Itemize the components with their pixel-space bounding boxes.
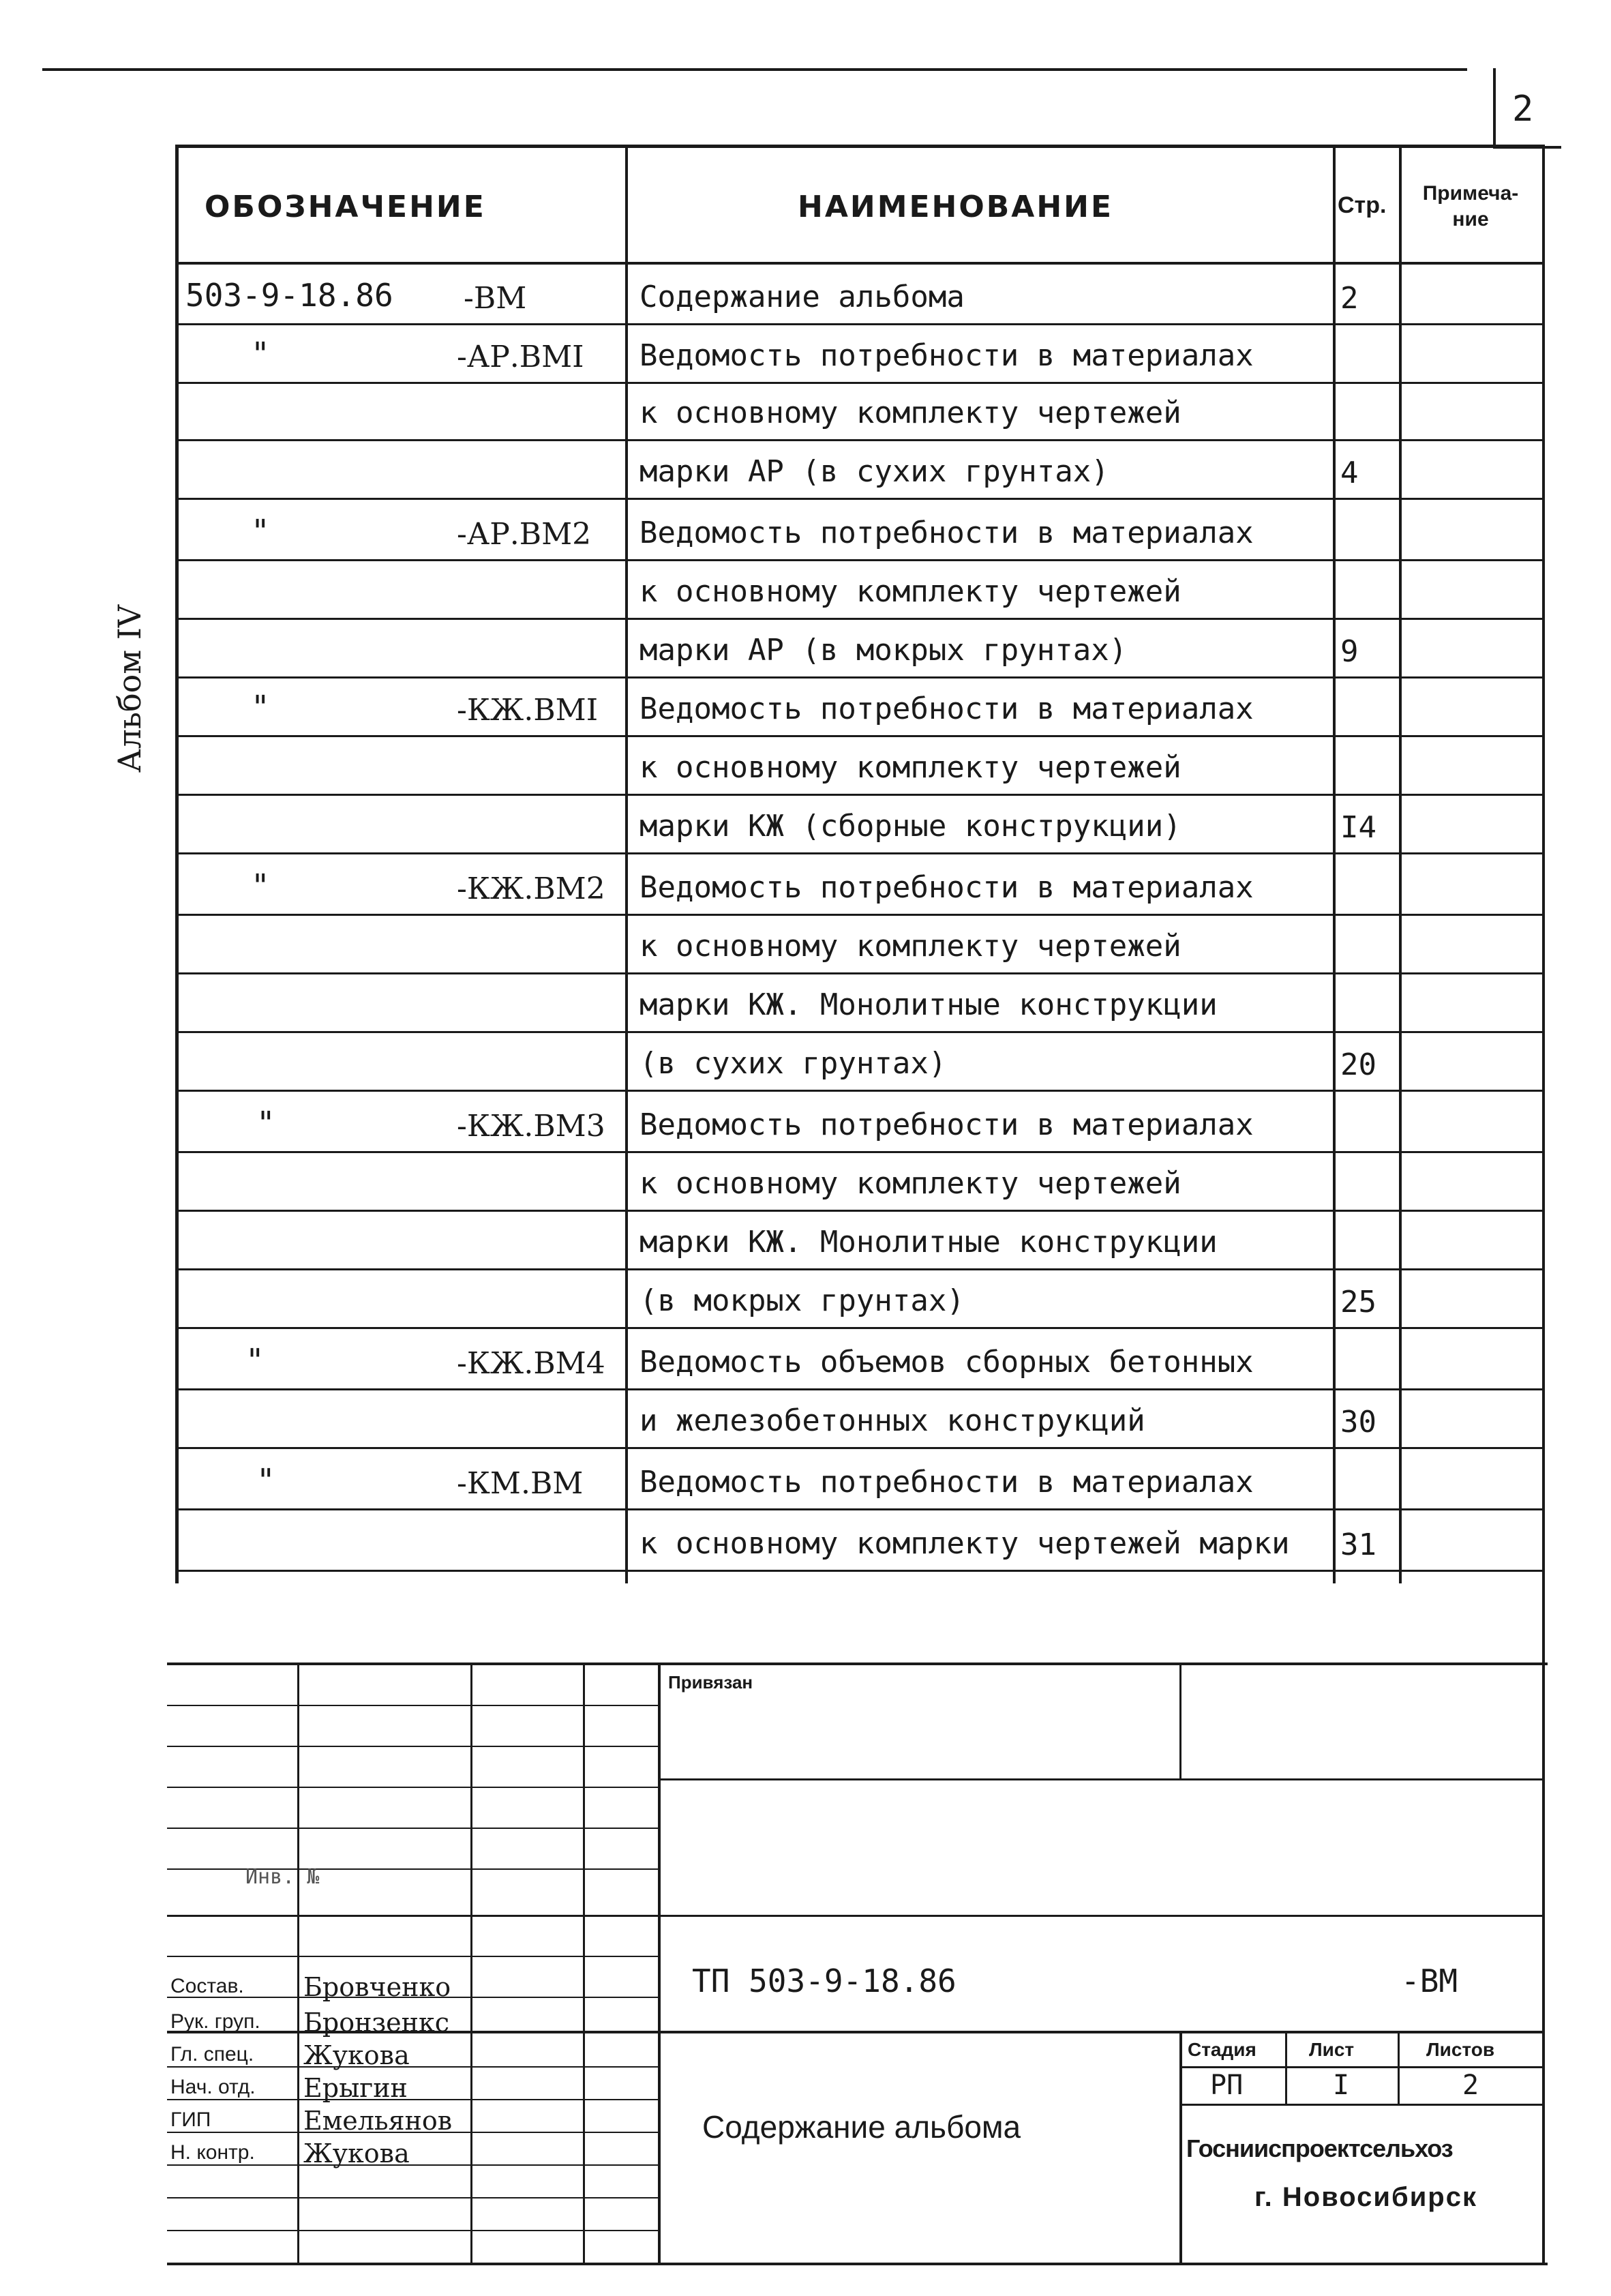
row-prefix: " bbox=[251, 867, 270, 904]
signer-name: Бровченко bbox=[303, 1972, 451, 2002]
row-prefix: " bbox=[251, 689, 270, 726]
header-name: НАИМЕНОВАНИЕ bbox=[798, 190, 1114, 224]
row-code: -ВМ bbox=[464, 281, 527, 316]
signer-name: Ерыгин bbox=[303, 2073, 408, 2103]
tb-sig-h7 bbox=[167, 1956, 658, 1957]
row-separator bbox=[175, 1151, 1544, 1153]
row-page: 25 bbox=[1340, 1285, 1376, 1320]
tb-stage-v1 bbox=[1285, 2031, 1287, 2104]
signer-name: Жукова bbox=[303, 2138, 410, 2168]
header-page: Стр. bbox=[1338, 192, 1387, 218]
row-separator bbox=[175, 1447, 1544, 1449]
row-name: Ведомость потребности в материалах bbox=[639, 870, 1254, 905]
doc-code: ТП 503-9-18.86 bbox=[692, 1963, 957, 1999]
row-name: к основному комплекту чертежей марки bbox=[639, 1526, 1290, 1561]
signer-name: Емельянов bbox=[303, 2106, 453, 2136]
tb-sig-h15 bbox=[167, 2230, 658, 2231]
signer-role: Н. контр. bbox=[170, 2141, 255, 2164]
row-separator bbox=[175, 1090, 1544, 1092]
row-name: Ведомость потребности в материалах bbox=[639, 1107, 1254, 1142]
table-top-line bbox=[175, 145, 1544, 148]
side-label: Альбом IV bbox=[111, 604, 148, 773]
tb-sig-h5 bbox=[167, 1868, 658, 1870]
row-separator bbox=[175, 1210, 1544, 1212]
sheets-label: Листов bbox=[1426, 2039, 1495, 2060]
signer-name: Жукова bbox=[303, 2040, 410, 2070]
row-page: 9 bbox=[1340, 634, 1359, 669]
tb-priv-bottom bbox=[658, 1778, 1544, 1780]
row-name: Содержание альбома bbox=[639, 280, 965, 314]
row-name: к основному комплекту чертежей bbox=[639, 396, 1181, 430]
inv-label: Инв. № bbox=[245, 1865, 320, 1889]
row-name: Ведомость потребности в материалах bbox=[639, 338, 1254, 373]
row-name: и железобетонных конструкций bbox=[639, 1403, 1145, 1438]
row-separator bbox=[175, 439, 1544, 441]
tb-stage-v2 bbox=[1398, 2031, 1400, 2104]
col-divider-name bbox=[625, 145, 628, 1583]
doc-title: Содержание альбома bbox=[702, 2109, 1021, 2145]
row-page: I4 bbox=[1340, 810, 1376, 845]
row-separator bbox=[175, 559, 1544, 561]
row-page: 20 bbox=[1340, 1047, 1376, 1082]
row-separator bbox=[175, 676, 1544, 679]
row-name: марки КЖ. Монолитные конструкции bbox=[639, 1225, 1218, 1259]
row-prefix: " bbox=[256, 1105, 275, 1142]
signer-role: Рук. груп. bbox=[170, 2010, 260, 2033]
col-divider-page bbox=[1333, 145, 1336, 1583]
tb-sig-h1 bbox=[167, 1705, 658, 1706]
tb-stage-h2 bbox=[1179, 2104, 1544, 2106]
signer-role: Гл. спец. bbox=[170, 2043, 254, 2066]
sheet-value: I bbox=[1333, 2070, 1350, 2101]
row-separator bbox=[175, 498, 1544, 500]
stage-label: Стадия bbox=[1188, 2039, 1256, 2060]
row-name: марки КЖ. Монолитные конструкции bbox=[639, 987, 1218, 1022]
row-name: Ведомость потребности в материалах bbox=[639, 691, 1254, 726]
row-prefix: " bbox=[256, 1462, 275, 1499]
tb-right-line bbox=[1542, 1583, 1545, 2265]
sheet-label: Лист bbox=[1309, 2039, 1355, 2060]
row-name: марки АР (в мокрых грунтах) bbox=[639, 633, 1128, 668]
row-separator bbox=[175, 914, 1544, 916]
tb-sig-h11 bbox=[167, 2099, 658, 2100]
header-note: Примеча-ние bbox=[1422, 182, 1519, 230]
row-page: 31 bbox=[1340, 1527, 1376, 1562]
row-code: -КЖ.ВМI bbox=[457, 693, 599, 728]
page-number: 2 bbox=[1512, 89, 1534, 130]
row-code: -КМ.ВМ bbox=[457, 1466, 584, 1501]
row-separator bbox=[175, 1388, 1544, 1390]
row-code: -АР.ВМI bbox=[457, 340, 584, 374]
row-separator bbox=[175, 972, 1544, 974]
tb-stage-h1 bbox=[1179, 2066, 1544, 2068]
row-prefix: " bbox=[245, 1342, 265, 1379]
row-name: к основному комплекту чертежей bbox=[639, 929, 1181, 964]
row-name: марки КЖ (сборные конструкции) bbox=[639, 809, 1181, 844]
row-name: к основному комплекту чертежей bbox=[639, 574, 1181, 609]
row-separator bbox=[175, 735, 1544, 737]
table-right-line bbox=[1542, 145, 1545, 1583]
row-name: марки АР (в сухих грунтах) bbox=[639, 454, 1109, 489]
doc-suffix: -ВМ bbox=[1401, 1963, 1458, 1999]
header-designation: ОБОЗНАЧЕНИЕ bbox=[205, 190, 486, 224]
row-name: к основному комплекту чертежей bbox=[639, 1166, 1181, 1201]
row-page: 30 bbox=[1340, 1405, 1376, 1440]
header-bottom-line bbox=[175, 262, 1544, 265]
tb-sig-h3 bbox=[167, 1787, 658, 1788]
tb-sig-h10 bbox=[167, 2066, 658, 2068]
tb-top-line bbox=[167, 1663, 1548, 1665]
tb-sig-h4 bbox=[167, 1828, 658, 1829]
row-prefix: " bbox=[251, 513, 270, 550]
row-separator bbox=[175, 852, 1544, 854]
signer-role: Состав. bbox=[170, 1975, 244, 1997]
row-separator bbox=[175, 1327, 1544, 1329]
tb-main-divider bbox=[658, 1663, 661, 2263]
row-prefix: " bbox=[251, 336, 270, 372]
row-name: Ведомость объемов сборных бетонных bbox=[639, 1345, 1254, 1380]
table-left-line bbox=[175, 145, 179, 1583]
row-page: 4 bbox=[1340, 456, 1359, 490]
tb-stage-divider bbox=[1179, 2031, 1182, 2263]
tb-sig-h6 bbox=[167, 1915, 1544, 1917]
row-separator bbox=[175, 618, 1544, 620]
signer-role: ГИП bbox=[170, 2108, 211, 2131]
row-page: 2 bbox=[1340, 281, 1359, 316]
stage-value: РП bbox=[1210, 2070, 1244, 2101]
row-code: -АР.ВМ2 bbox=[457, 517, 592, 552]
row-prefix: 503-9-18.86 bbox=[185, 277, 393, 314]
signer-role: Нач. отд. bbox=[170, 2076, 256, 2098]
col-divider-note bbox=[1399, 145, 1402, 1583]
sheets-value: 2 bbox=[1462, 2070, 1479, 2101]
row-separator bbox=[175, 1508, 1544, 1510]
row-separator bbox=[175, 1570, 1544, 1572]
signer-name: Бронзенкс bbox=[303, 2008, 450, 2038]
row-separator bbox=[175, 1268, 1544, 1270]
row-name: (в мокрых грунтах) bbox=[639, 1283, 965, 1318]
page-number-box-line bbox=[1493, 68, 1496, 149]
top-border-line bbox=[42, 68, 1467, 71]
tb-sig-v3 bbox=[583, 1663, 585, 2263]
row-separator bbox=[175, 323, 1544, 325]
org-line2: г. Новосибирск bbox=[1254, 2182, 1478, 2212]
row-name: Ведомость потребности в материалах bbox=[639, 1465, 1254, 1500]
privyazan-label: Привязан bbox=[668, 1672, 753, 1693]
row-code: -КЖ.ВМ3 bbox=[457, 1109, 605, 1144]
row-name: (в сухих грунтах) bbox=[639, 1046, 947, 1081]
tb-sig-v2 bbox=[470, 1663, 472, 2263]
tb-sig-h2 bbox=[167, 1746, 658, 1747]
row-code: -КЖ.ВМ4 bbox=[457, 1346, 605, 1381]
row-separator bbox=[175, 794, 1544, 796]
tb-sig-h13 bbox=[167, 2164, 658, 2166]
org-line1: Госнииспроектсельхоз bbox=[1186, 2134, 1453, 2162]
row-separator bbox=[175, 1031, 1544, 1033]
tb-sig-h14 bbox=[167, 2197, 658, 2198]
row-name: к основному комплекту чертежей bbox=[639, 750, 1181, 785]
row-separator bbox=[175, 382, 1544, 384]
row-name: Ведомость потребности в материалах bbox=[639, 516, 1254, 550]
row-code: -КЖ.ВМ2 bbox=[457, 871, 605, 906]
tb-priv-divider bbox=[1179, 1663, 1181, 1780]
tb-sig-v1 bbox=[297, 1663, 299, 2263]
tb-bottom-line bbox=[167, 2263, 1548, 2265]
